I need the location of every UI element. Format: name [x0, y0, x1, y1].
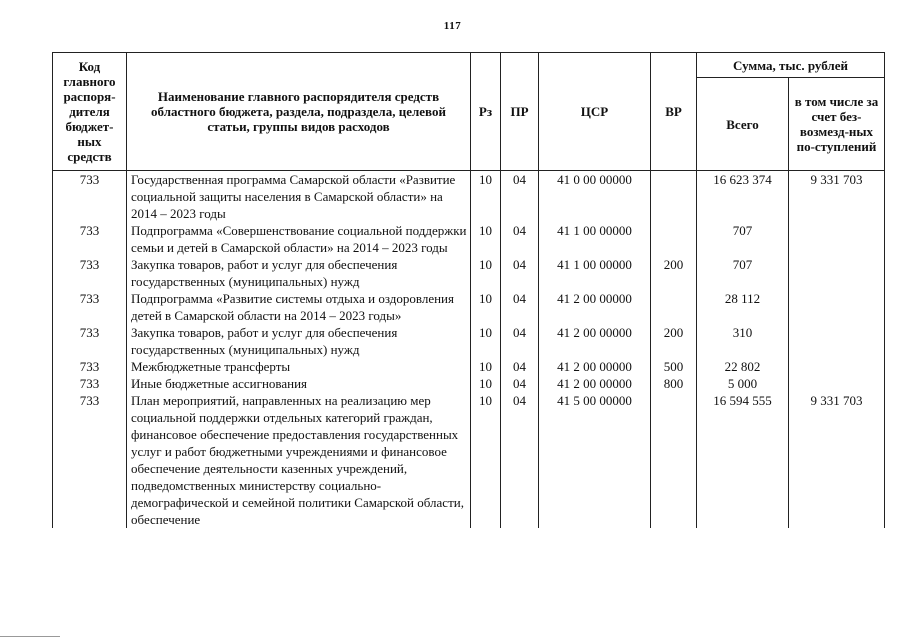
header-total: Всего — [697, 78, 789, 171]
cell-vr — [651, 392, 697, 528]
header-pr: ПР — [501, 53, 539, 171]
cell-total: 707 — [697, 256, 789, 290]
cell-csr: 41 1 00 00000 — [539, 256, 651, 290]
table-body — [53, 171, 885, 529]
table-row — [53, 375, 885, 392]
cell-name: Подпрограмма «Совершенствование социальной поддержки семьи и детей в Самарской области» на 2014 – 2023 годы — [127, 222, 471, 256]
cell-rz: 10 — [471, 222, 501, 256]
cell-csr: 41 0 00 00000 — [539, 171, 651, 223]
cell-total: 5 000 — [697, 375, 789, 392]
cell-pr: 04 — [501, 290, 539, 324]
header-vr: ВР — [651, 53, 697, 171]
cell-gratuitous — [789, 256, 885, 290]
cell-csr: 41 2 00 00000 — [539, 358, 651, 375]
cell-vr: 500 — [651, 358, 697, 375]
cell-total: 16 623 374 — [697, 171, 789, 223]
cell-code: 733 — [53, 358, 127, 375]
cell-vr — [651, 290, 697, 324]
cell-rz: 10 — [471, 392, 501, 528]
cell-gratuitous — [789, 324, 885, 358]
cell-csr: 41 2 00 00000 — [539, 324, 651, 358]
table-header — [53, 53, 885, 171]
cell-pr: 04 — [501, 222, 539, 256]
cell-vr: 200 — [651, 256, 697, 290]
cell-rz: 10 — [471, 290, 501, 324]
cell-code: 733 — [53, 375, 127, 392]
cell-rz: 10 — [471, 171, 501, 223]
cell-total: 16 594 555 — [697, 392, 789, 528]
table-row — [53, 324, 885, 358]
cell-name: Закупка товаров, работ и услуг для обеспечения государственных (муниципальных) нужд — [127, 256, 471, 290]
cell-code: 733 — [53, 171, 127, 223]
cell-total: 707 — [697, 222, 789, 256]
cell-name: Подпрограмма «Развитие системы отдыха и оздоровления детей в Самарской области на 2014 – 2023 годы» — [127, 290, 471, 324]
header-sum: Сумма, тыс. рублей — [697, 53, 885, 78]
cell-name: Иные бюджетные ассигнования — [127, 375, 471, 392]
table-row — [53, 222, 885, 256]
cell-csr: 41 5 00 00000 — [539, 392, 651, 528]
cell-code: 733 — [53, 324, 127, 358]
cell-total: 28 112 — [697, 290, 789, 324]
table-row — [53, 171, 885, 223]
header-code: Код главного распоря-дителя бюджет-ных средств — [53, 53, 127, 171]
table-row — [53, 256, 885, 290]
cell-name: Межбюджетные трансферты — [127, 358, 471, 375]
cell-code: 733 — [53, 290, 127, 324]
header-name: Наименование главного распорядителя средств областного бюджета, раздела, подраздела, целевой статьи, группы видов расходов — [127, 53, 471, 171]
cell-pr: 04 — [501, 358, 539, 375]
cell-name: Закупка товаров, работ и услуг для обеспечения государственных (муниципальных) нужд — [127, 324, 471, 358]
table-row — [53, 392, 885, 528]
cell-total: 310 — [697, 324, 789, 358]
cell-gratuitous — [789, 290, 885, 324]
cell-pr: 04 — [501, 392, 539, 528]
cell-pr: 04 — [501, 256, 539, 290]
cell-gratuitous — [789, 358, 885, 375]
table-row — [53, 290, 885, 324]
header-csr: ЦСР — [539, 53, 651, 171]
cell-csr: 41 2 00 00000 — [539, 375, 651, 392]
header-rz: Рз — [471, 53, 501, 171]
budget-table — [52, 52, 885, 528]
cell-vr: 800 — [651, 375, 697, 392]
cell-gratuitous: 9 331 703 — [789, 392, 885, 528]
cell-gratuitous — [789, 222, 885, 256]
cell-code: 733 — [53, 222, 127, 256]
cell-vr — [651, 222, 697, 256]
cell-gratuitous: 9 331 703 — [789, 171, 885, 223]
page-number: 117 — [443, 20, 462, 32]
cell-pr: 04 — [501, 375, 539, 392]
cell-csr: 41 1 00 00000 — [539, 222, 651, 256]
cell-gratuitous — [789, 375, 885, 392]
cell-rz: 10 — [471, 358, 501, 375]
cell-pr: 04 — [501, 171, 539, 223]
cell-name: План мероприятий, направленных на реализацию мер социальной поддержки отдельных категорий граждан, финансовое обеспечение предоставления государственных услуг и работ бюджетными учреждениями и финансовое обеспечение деятельности казенных учреждений, подведомственных министерству социально-демографической и семейной политики Самарской области, обеспечение — [127, 392, 471, 528]
cell-name: Государственная программа Самарской области «Развитие социальной защиты населения в Самарской области» на 2014 – 2023 годы — [127, 171, 471, 223]
cell-rz: 10 — [471, 256, 501, 290]
cell-rz: 10 — [471, 375, 501, 392]
scan-edge-mark — [0, 636, 60, 637]
cell-rz: 10 — [471, 324, 501, 358]
table-row — [53, 358, 885, 375]
cell-csr: 41 2 00 00000 — [539, 290, 651, 324]
cell-code: 733 — [53, 256, 127, 290]
cell-vr — [651, 171, 697, 223]
cell-code: 733 — [53, 392, 127, 528]
cell-vr: 200 — [651, 324, 697, 358]
cell-total: 22 802 — [697, 358, 789, 375]
header-including: в том числе за счет без-возмезд-ных по-ступлений — [789, 78, 885, 171]
cell-pr: 04 — [501, 324, 539, 358]
